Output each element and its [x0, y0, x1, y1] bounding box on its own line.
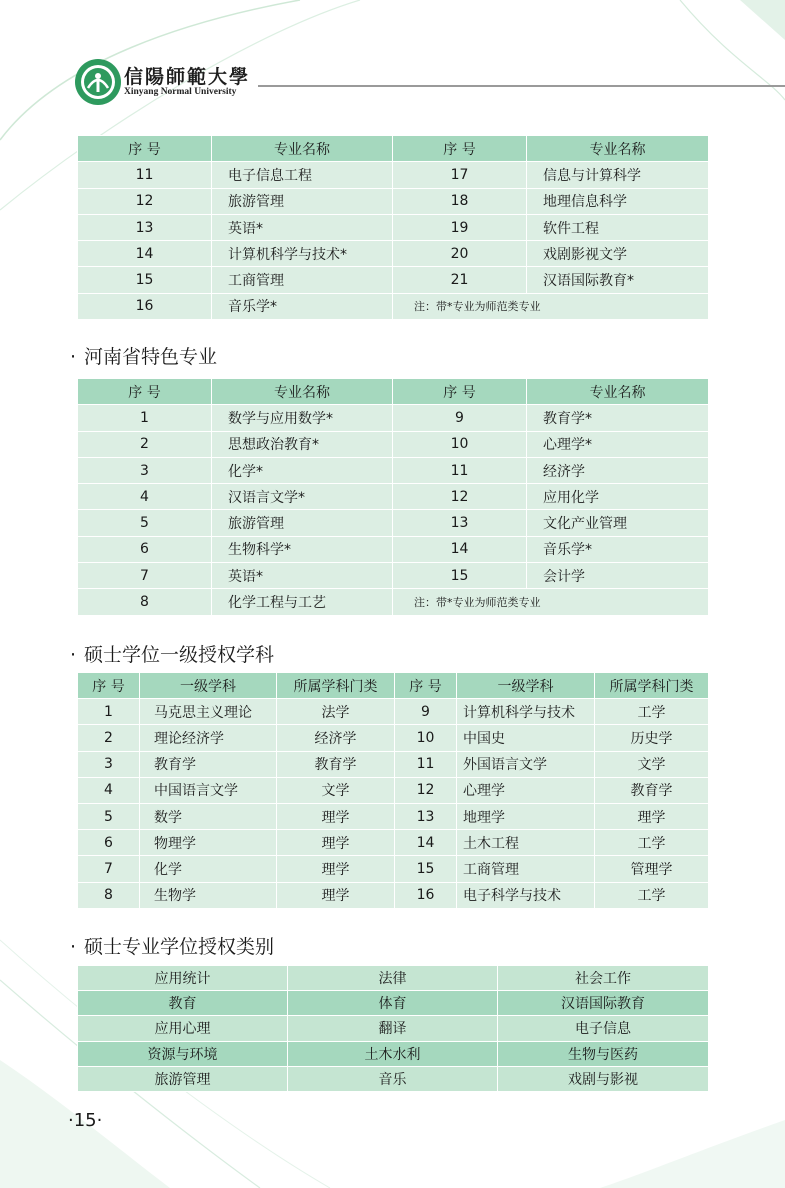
table-row: [78, 751, 709, 777]
table-cell: 中国语言文学: [140, 777, 277, 803]
table-cell: 音乐学*: [527, 536, 709, 562]
bullet-icon: ·: [70, 644, 77, 666]
table-cell: 6: [78, 536, 212, 562]
university-logo-icon: [74, 58, 122, 106]
table-row: [78, 830, 709, 856]
table-row: [78, 162, 709, 188]
column-header: 序 号: [393, 136, 527, 162]
table-cell: 地理学: [457, 803, 595, 829]
table-cell: 信息与计算科学: [527, 162, 709, 188]
table-cell: 旅游管理: [212, 188, 393, 214]
table-cell: 数学: [140, 803, 277, 829]
table-header-row: [78, 379, 709, 405]
table-cell: 地理信息科学: [527, 188, 709, 214]
section-title-master-first-level: [70, 640, 274, 667]
table-cell: 15: [395, 856, 457, 882]
header-divider: [258, 85, 785, 87]
table-cell: 戏剧与影视: [498, 1066, 709, 1091]
table-cell: 文学: [595, 751, 709, 777]
table-cell: 11: [393, 457, 527, 483]
table-row: [78, 457, 709, 483]
table-cell: 汉语国际教育: [498, 991, 709, 1016]
table-cell: 9: [393, 405, 527, 431]
table-cell: 工商管理: [212, 267, 393, 293]
column-header: 一级学科: [140, 673, 277, 699]
table-row: [78, 536, 709, 562]
table-cell: 英语*: [212, 214, 393, 240]
table-cell: 应用心理: [78, 1016, 288, 1041]
table-cell: 理学: [277, 856, 395, 882]
table-row: [78, 267, 709, 293]
table-cell: 2: [78, 431, 212, 457]
page-number: ·15·: [68, 1110, 103, 1131]
table-cell: 教育学: [140, 751, 277, 777]
table-cell: 教育学: [277, 751, 395, 777]
table-cell: 体育: [288, 991, 498, 1016]
table-cell: 翻译: [288, 1016, 498, 1041]
bullet-icon: ·: [70, 346, 77, 368]
bullet-icon: ·: [70, 936, 77, 958]
table-cell: 2: [78, 725, 140, 751]
table-cell: 历史学: [595, 725, 709, 751]
table-cell: 21: [393, 267, 527, 293]
master-first-level-disciplines-table: [77, 672, 709, 909]
table-cell: 生物学: [140, 882, 277, 908]
table-cell: 会计学: [527, 563, 709, 589]
section-title-text: 硕士学位一级授权学科: [84, 644, 275, 666]
table-cell: 法学: [277, 699, 395, 725]
table-cell: 英语*: [212, 563, 393, 589]
table-cell: 土木水利: [288, 1041, 498, 1066]
table-cell: 10: [393, 431, 527, 457]
column-header: 序 号: [78, 136, 212, 162]
table-row: [78, 589, 709, 615]
table-cell: 理学: [277, 830, 395, 856]
majors-table: [77, 135, 709, 320]
table-cell: 8: [78, 882, 140, 908]
table-cell: 电子信息工程: [212, 162, 393, 188]
table-cell: 15: [393, 563, 527, 589]
table-cell: 外国语言文学: [457, 751, 595, 777]
table-cell: 马克思主义理论: [140, 699, 277, 725]
table-cell: 应用化学: [527, 484, 709, 510]
table-cell: 汉语国际教育*: [527, 267, 709, 293]
table-row: [78, 803, 709, 829]
table-row: [78, 563, 709, 589]
table-row: [78, 293, 709, 319]
table-row: [78, 241, 709, 267]
table-cell: 汉语言文学*: [212, 484, 393, 510]
table-row: [78, 725, 709, 751]
table-cell: 14: [393, 536, 527, 562]
table-row: [78, 405, 709, 431]
table-cell: 土木工程: [457, 830, 595, 856]
master-professional-degree-categories-table: [77, 965, 709, 1092]
table-note: 注：带*专业为师范类专业: [393, 589, 709, 615]
table-cell: 软件工程: [527, 214, 709, 240]
column-header: 所属学科门类: [595, 673, 709, 699]
table-cell: 13: [78, 214, 212, 240]
table-cell: 4: [78, 777, 140, 803]
table-cell: 11: [395, 751, 457, 777]
table-cell: 旅游管理: [212, 510, 393, 536]
table-cell: 12: [395, 777, 457, 803]
table-cell: 16: [78, 293, 212, 319]
column-header: 序 号: [395, 673, 457, 699]
table-cell: 8: [78, 589, 212, 615]
table-row: [78, 991, 709, 1016]
table-cell: 电子科学与技术: [457, 882, 595, 908]
table-cell: 计算机科学与技术: [457, 699, 595, 725]
table-cell: 工学: [595, 699, 709, 725]
table-cell: 19: [393, 214, 527, 240]
table-cell: 化学: [140, 856, 277, 882]
table-cell: 工学: [595, 882, 709, 908]
table-cell: 电子信息: [498, 1016, 709, 1041]
table-cell: 物理学: [140, 830, 277, 856]
table-row: [78, 510, 709, 536]
table-cell: 20: [393, 241, 527, 267]
table-cell: 心理学: [457, 777, 595, 803]
table-row: [78, 856, 709, 882]
section-title-master-professional-degrees: [70, 932, 274, 959]
column-header: 专业名称: [212, 136, 393, 162]
table-row: [78, 966, 709, 991]
table-cell: 4: [78, 484, 212, 510]
table-cell: 7: [78, 856, 140, 882]
table-cell: 音乐: [288, 1066, 498, 1091]
table-cell: 3: [78, 457, 212, 483]
table-row: [78, 777, 709, 803]
table-cell: 理学: [595, 803, 709, 829]
column-header: 专业名称: [527, 136, 709, 162]
table-cell: 教育: [78, 991, 288, 1016]
table-cell: 经济学: [527, 457, 709, 483]
table-cell: 16: [395, 882, 457, 908]
table-cell: 理学: [277, 882, 395, 908]
table-row: [78, 1066, 709, 1091]
column-header: 序 号: [78, 673, 140, 699]
table-cell: 音乐学*: [212, 293, 393, 319]
table-cell: 文化产业管理: [527, 510, 709, 536]
table-cell: 教育学: [595, 777, 709, 803]
table-cell: 12: [78, 188, 212, 214]
table-cell: 理论经济学: [140, 725, 277, 751]
table-cell: 理学: [277, 803, 395, 829]
table-row: [78, 431, 709, 457]
table-cell: 旅游管理: [78, 1066, 288, 1091]
table-cell: 化学工程与工艺: [212, 589, 393, 615]
table-header-row: [78, 673, 709, 699]
table-cell: 中国史: [457, 725, 595, 751]
table-cell: 15: [78, 267, 212, 293]
column-header: 专业名称: [527, 379, 709, 405]
table-row: [78, 882, 709, 908]
table-cell: 应用统计: [78, 966, 288, 991]
column-header: 序 号: [393, 379, 527, 405]
table-cell: 文学: [277, 777, 395, 803]
table-cell: 3: [78, 751, 140, 777]
university-name-en: Xinyang Normal University: [124, 87, 237, 97]
table-row: [78, 188, 709, 214]
table-cell: 18: [393, 188, 527, 214]
table-cell: 7: [78, 563, 212, 589]
table-cell: 11: [78, 162, 212, 188]
table-cell: 5: [78, 803, 140, 829]
university-name-cn: 信陽師範大學: [124, 66, 251, 88]
table-cell: 思想政治教育*: [212, 431, 393, 457]
table-cell: 教育学*: [527, 405, 709, 431]
column-header: 序 号: [78, 379, 212, 405]
table-cell: 社会工作: [498, 966, 709, 991]
table-cell: 化学*: [212, 457, 393, 483]
table-cell: 工商管理: [457, 856, 595, 882]
table-cell: 13: [395, 803, 457, 829]
table-cell: 管理学: [595, 856, 709, 882]
table-row: [78, 1016, 709, 1041]
table-cell: 12: [393, 484, 527, 510]
section-title-text: 河南省特色专业: [84, 346, 218, 368]
table-note: 注：带*专业为师范类专业: [393, 293, 709, 319]
table-cell: 5: [78, 510, 212, 536]
table-cell: 生物与医药: [498, 1041, 709, 1066]
table-cell: 工学: [595, 830, 709, 856]
table-header-row: [78, 136, 709, 162]
table-cell: 计算机科学与技术*: [212, 241, 393, 267]
table-cell: 10: [395, 725, 457, 751]
table-row: [78, 484, 709, 510]
table-cell: 14: [395, 830, 457, 856]
table-row: [78, 214, 709, 240]
section-title-text: 硕士专业学位授权类别: [84, 936, 275, 958]
column-header: 一级学科: [457, 673, 595, 699]
table-cell: 戏剧影视文学: [527, 241, 709, 267]
column-header: 专业名称: [212, 379, 393, 405]
table-cell: 9: [395, 699, 457, 725]
table-cell: 17: [393, 162, 527, 188]
table-cell: 14: [78, 241, 212, 267]
table-cell: 心理学*: [527, 431, 709, 457]
table-cell: 13: [393, 510, 527, 536]
column-header: 所属学科门类: [277, 673, 395, 699]
section-title-henan-featured-majors: [70, 342, 217, 369]
table-row: [78, 1041, 709, 1066]
table-cell: 资源与环境: [78, 1041, 288, 1066]
table-cell: 生物科学*: [212, 536, 393, 562]
table-cell: 1: [78, 699, 140, 725]
table-cell: 法律: [288, 966, 498, 991]
table-cell: 经济学: [277, 725, 395, 751]
table-cell: 数学与应用数学*: [212, 405, 393, 431]
table-cell: 1: [78, 405, 212, 431]
table-row: [78, 699, 709, 725]
henan-featured-majors-table: [77, 378, 709, 616]
table-cell: 6: [78, 830, 140, 856]
